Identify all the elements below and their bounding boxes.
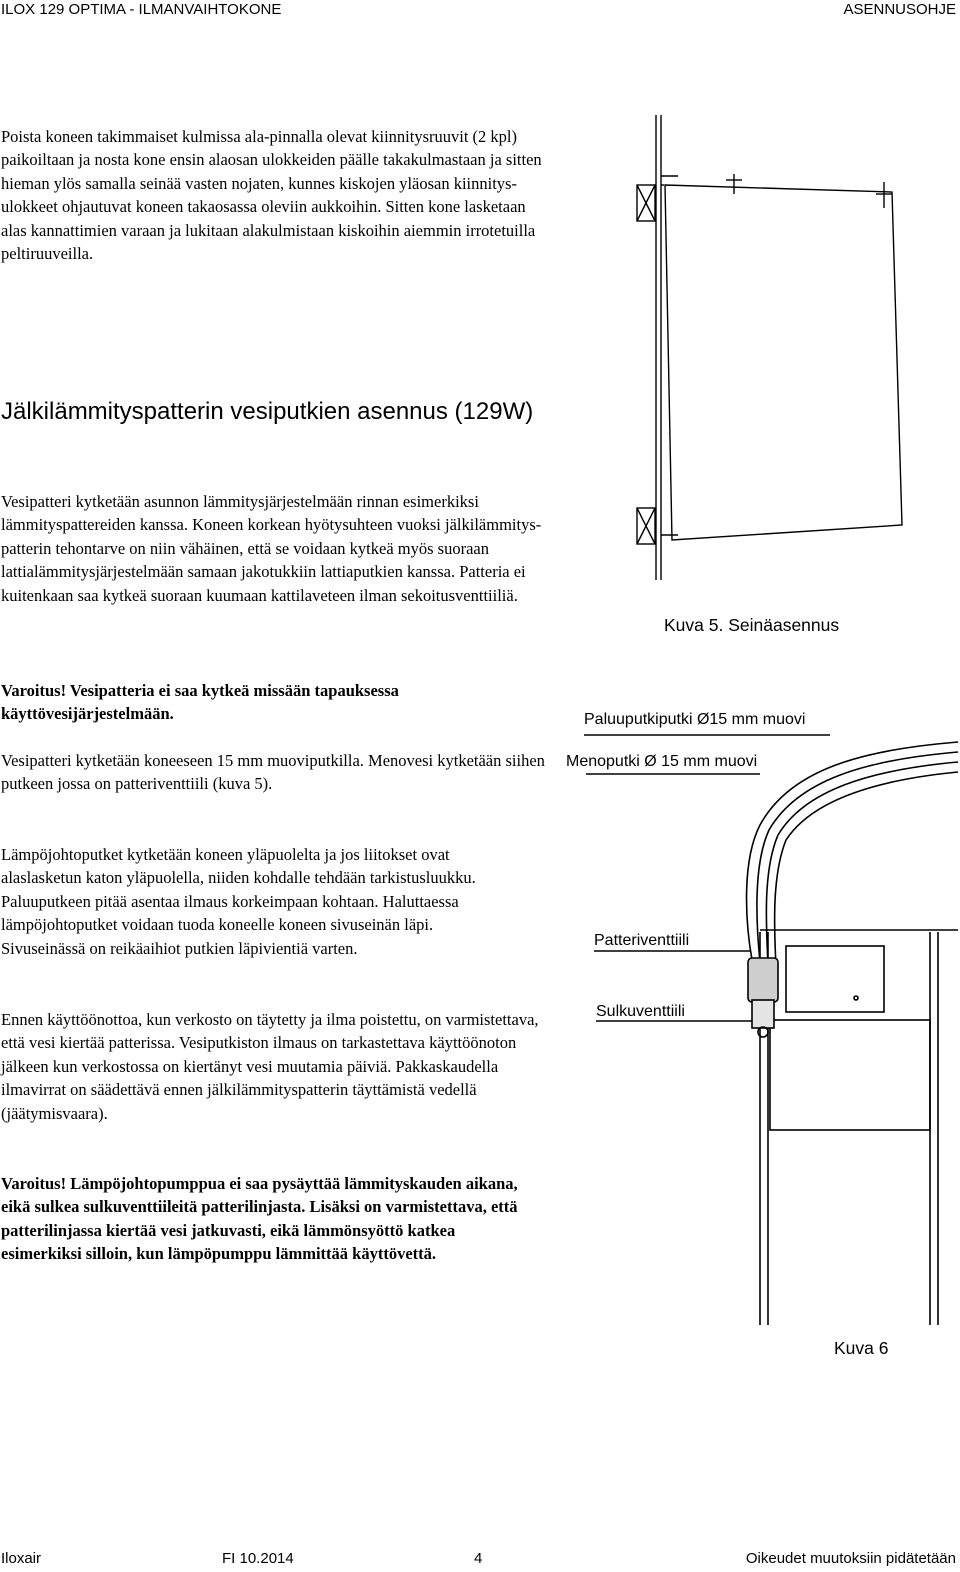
header-title: ILOX 129 OPTIMA - ILMANVAIHTOKONE [1, 1, 282, 18]
paragraph-pipes: Vesipatteri kytketään koneeseen 15 mm muoviputkilla. Menovesi kytketään siihen putkeen jossa on patteriventtiili (kuva 5). [1, 751, 545, 794]
wall-mounting-figure [630, 110, 930, 585]
radiator-valve-label: Patteriventtiili [594, 932, 690, 949]
warning-pump: Varoitus! Lämpöjohtopumppua ei saa pysäyttää lämmityskauden aikana, eikä sulkea sulkuventtiileitä patterilinjasta. Lisäksi on varmistettava, että patterilinjassa kiertää vesi jatkuvasti, eikä lämmönsyöttö katkea esimerkiksi silloin, kun lämpöpumppu lämmittää käyttövettä. [1, 1174, 518, 1264]
footer-rights: Oikeudet muutoksiin pidätetään [745, 1550, 956, 1567]
figure-5-caption: Kuva 5. Seinäasennus [664, 615, 840, 635]
paragraph-connection: Vesipatteri kytketään asunnon lämmitysjärjestelmään rinnan esimerkiksi lämmityspattereiden kanssa. Koneen korkean hyötysuhteen vuoksi jälkilämmitys-patterin tehontarve on niin vähäinen, että se voidaan kytkeä myös suoraan lattialämmitysjärjestelmään samaan jakotukkiin lattiaputkien kanssa. Patteria ei kuitenkaan saa kytkeä suoraan kuumaan kattilaveteen ilman sekoitusventtiiliä. [1, 492, 542, 605]
page-number: 4 [474, 1550, 483, 1567]
shutoff-valve-label: Sulkuventtiili [596, 1003, 685, 1020]
pipe-connection-figure [560, 700, 960, 1325]
footer-brand: Iloxair [1, 1550, 42, 1567]
footer-edition: FI 10.2014 [222, 1550, 294, 1567]
header-doc-type: ASENNUSOHJE [843, 1, 956, 18]
section-heading: Jälkilämmityspatterin vesiputkien asennus (129W) [1, 398, 534, 425]
return-pipe-label: Paluuputkiputki Ø15 mm muovi [584, 711, 806, 728]
paragraph-commissioning: Ennen käyttöönottoa, kun verkosto on täytetty ja ilma poistettu, on varmistettava, että vesi kiertää patterissa. Vesiputkiston ilmaus on tarkastettava käyttöönoton jälkeen kun verkostossa on kiertänyt vesi muutamia päiviä. Pakkaskaudella ilmavirrat on säädettävä ennen jälkilämmityspatterin täyttämistä vedellä (jäätymisvaara). [1, 1010, 539, 1123]
figure-6-caption: Kuva 6 [834, 1338, 889, 1358]
paragraph-heating-pipes: Lämpöjohtoputket kytketään koneen yläpuolelta ja jos liitokset ovat alaslasketun katon yläpuolella, niiden kohdalle tehdään tarkistusluukku. Paluuputkeen pitää asentaa ilmaus korkeimpaan kohtaan. Haluttaessa lämpöjohtoputket voidaan tuoda koneelle koneen sivuseinän läpi. Sivuseinässä on reikäaihiot putkien läpivientiä varten. [1, 845, 476, 958]
supply-pipe-label: Menoputki Ø 15 mm muovi [566, 753, 758, 770]
warning-domestic-water: Varoitus! Vesipatteria ei saa kytkeä missään tapauksessa käyttövesijärjestelmään. [1, 681, 399, 724]
paragraph-mounting: Poista koneen takimmaiset kulmissa ala-pinnalla olevat kiinnitysruuvit (2 kpl) paikoiltaan ja nosta kone ensin alaosan ulokkeiden päälle takakulmastaan ja sitten hieman ylös samalla seinää vasten nojaten, kunnes kiskojen yläosan kiinnitys-ulokkeet ohjautuvat koneen takaosassa oleviin aukkoihin. Sitten kone lasketaan alas kannattimien varaan ja lukitaan alakulmistaan kiskoihin aiemmin irrotetuilla peltiruuveilla. [1, 127, 542, 264]
